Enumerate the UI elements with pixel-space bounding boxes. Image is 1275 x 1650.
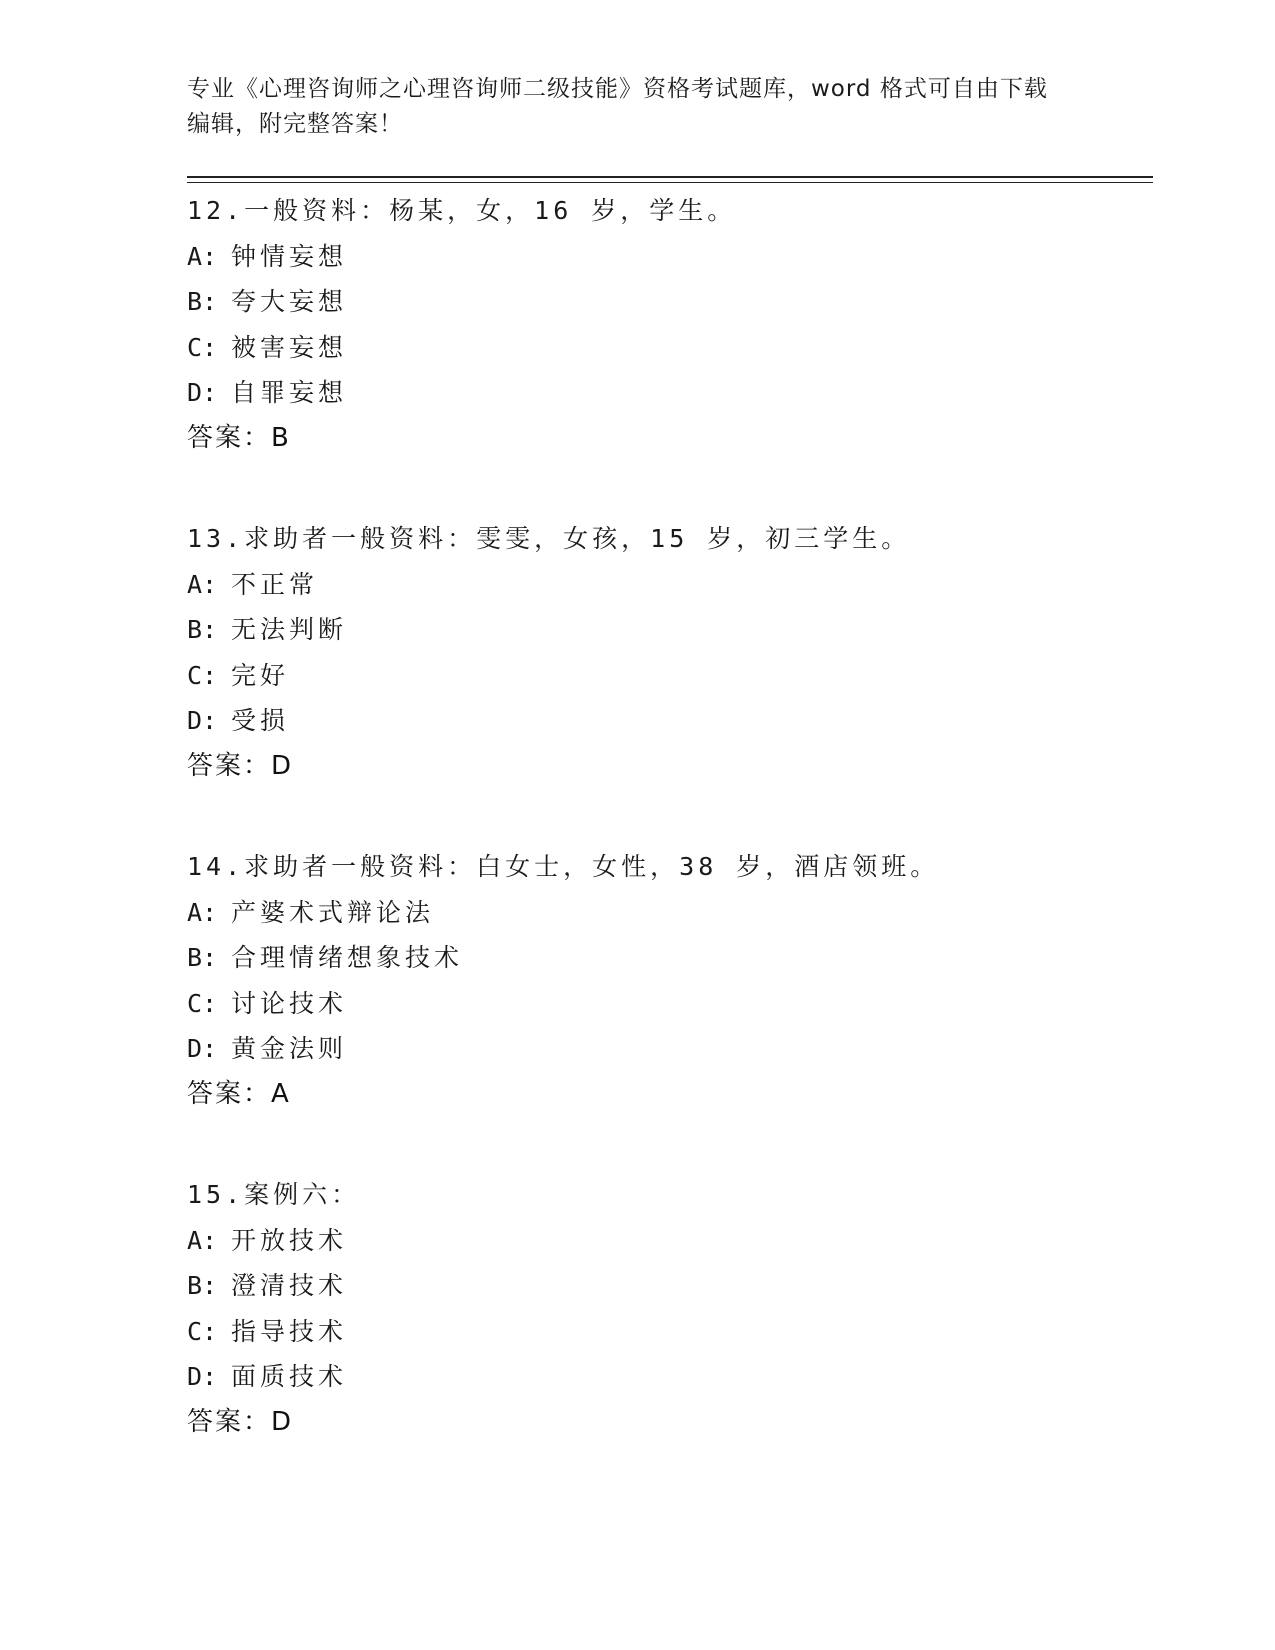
option-a xyxy=(187,890,1153,936)
option-text: 被害妄想 xyxy=(231,332,348,362)
question-15 xyxy=(187,1172,1153,1445)
option-text: 讨论技术 xyxy=(231,988,348,1018)
option-text: 受损 xyxy=(231,706,290,735)
header-divider-thin xyxy=(187,182,1153,183)
option-a xyxy=(187,1218,1153,1264)
header-line-1: 专业《心理咨询师之心理咨询师二级技能》资格考试题库，word 格式可自由下载 xyxy=(187,76,1048,102)
document-header xyxy=(187,72,1087,142)
answer-line: 答案：B xyxy=(187,422,291,453)
option-letter: B: xyxy=(187,287,218,316)
option-a xyxy=(187,234,1153,280)
option-letter: C: xyxy=(187,332,218,362)
option-d xyxy=(187,698,1153,744)
option-c xyxy=(187,653,1153,699)
question-stem: 13.求助者一般资料：雯雯，女孩，15 岁，初三学生。 xyxy=(187,524,911,553)
option-b xyxy=(187,935,1153,981)
option-letter: D: xyxy=(187,1362,218,1391)
option-letter: C: xyxy=(187,1316,218,1346)
option-text: 自罪妄想 xyxy=(231,378,348,407)
option-c xyxy=(187,981,1153,1027)
option-text: 不正常 xyxy=(231,569,319,599)
option-d xyxy=(187,1354,1153,1400)
question-list xyxy=(187,188,1153,1500)
option-letter: D: xyxy=(187,1034,218,1063)
option-letter: D: xyxy=(187,378,218,407)
header-line-2: 编辑，附完整答案！ xyxy=(187,111,403,137)
option-text: 完好 xyxy=(231,660,290,690)
option-letter: B: xyxy=(187,615,218,644)
option-text: 合理情绪想象技术 xyxy=(231,943,464,972)
option-d xyxy=(187,1026,1153,1072)
question-12 xyxy=(187,188,1153,461)
option-letter: A: xyxy=(187,241,218,271)
option-c xyxy=(187,325,1153,371)
question-stem: 15.案例六： xyxy=(187,1180,361,1209)
option-d xyxy=(187,370,1153,416)
option-a xyxy=(187,562,1153,608)
option-letter: D: xyxy=(187,706,218,735)
option-c xyxy=(187,1309,1153,1355)
option-text: 产婆术式辩论法 xyxy=(231,897,435,927)
option-letter: A: xyxy=(187,897,218,927)
option-text: 黄金法则 xyxy=(231,1034,348,1063)
option-b xyxy=(187,607,1153,653)
option-text: 面质技术 xyxy=(231,1362,348,1391)
option-text: 指导技术 xyxy=(231,1316,348,1346)
question-14 xyxy=(187,844,1153,1117)
question-13 xyxy=(187,516,1153,789)
option-letter: B: xyxy=(187,1271,218,1300)
option-letter: C: xyxy=(187,988,218,1018)
option-letter: C: xyxy=(187,660,218,690)
option-b xyxy=(187,279,1153,325)
question-stem: 12.一般资料：杨某，女，16 岁，学生。 xyxy=(187,196,737,225)
option-text: 澄清技术 xyxy=(231,1271,348,1300)
option-text: 开放技术 xyxy=(231,1225,348,1255)
option-letter: A: xyxy=(187,1225,218,1255)
option-text: 钟情妄想 xyxy=(231,241,348,271)
option-text: 夸大妄想 xyxy=(231,287,348,316)
answer-line: 答案：D xyxy=(187,1406,294,1437)
answer-line: 答案：A xyxy=(187,1078,291,1109)
answer-line: 答案：D xyxy=(187,750,294,781)
option-b xyxy=(187,1263,1153,1309)
option-text: 无法判断 xyxy=(231,615,348,644)
option-letter: B: xyxy=(187,943,218,972)
header-divider-thick xyxy=(187,176,1153,178)
question-stem: 14.求助者一般资料：白女士，女性，38 岁，酒店领班。 xyxy=(187,852,940,881)
option-letter: A: xyxy=(187,569,218,599)
